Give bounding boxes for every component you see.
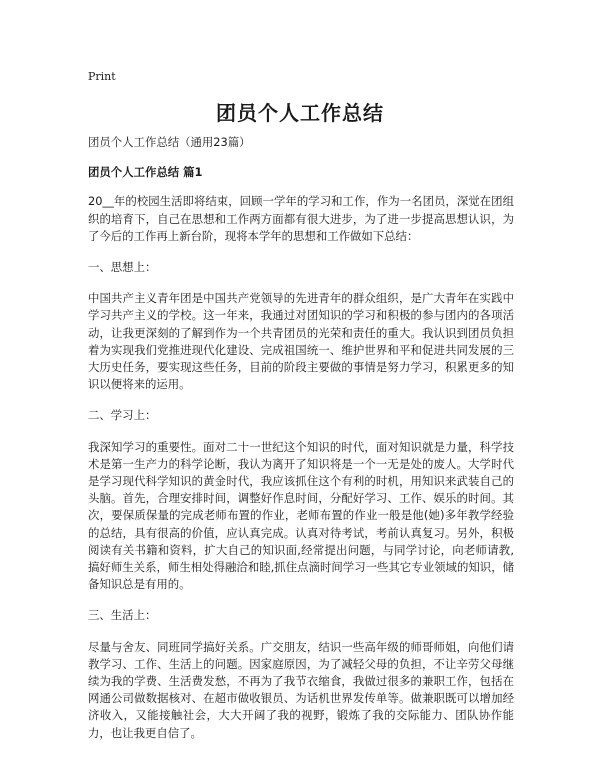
- intro-paragraph: 20__年的校园生活即将结束，回顾一学年的学习和工作，作为一名团员，深觉在团组织的培育下，自己在思想和工作两方面都有很大进步，为了进一步提高思想认识，为了今后的工作再上新台阶，现将本学年的思想和工作做如下总结：: [88, 194, 514, 243]
- paragraph-thought: 中国共产主义青年团是中国共产党领导的先进青年的群众组织，是广大青年在实践中学习共产主义的学校。这一年来，我通过对团知识的学习和积极的参与团内的各项活动，让我更深刻的了解到作为一个共青团员的光荣和责任的重大。我认识到团员负担着为实现我们党推进现代化建设、完成祖国统一、维护世界和平和促进共同发展的三大历史任务，要实现这些任务，目前的阶段主要做的事情是努力学习，积累更多的知识以便将来的运用。: [88, 291, 514, 392]
- heading-study: 二、学习上：: [88, 408, 157, 423]
- heading-life: 三、生活上：: [88, 608, 157, 623]
- heading-thought: 一、思想上：: [88, 260, 157, 275]
- print-link[interactable]: Print: [88, 70, 116, 83]
- document-body: [88, 134, 514, 756]
- paragraph-life: 尽量与舍友、同班同学搞好关系。广交朋友，结识一些高年级的师哥师姐，向他们请教学习、工作、生活上的问题。因家庭原因，为了减轻父母的负担，不让辛劳父母继续为我的学费、生活费发愁，不再为了我节衣缩食，我做过很多的兼职工作，包括在网通公司做数据核对、在超市做收银员、为话机世界发传单等。做兼职既可以增加经济收入，又能接触社会，大大开阔了我的视野，锻炼了我的交际能力、团队协作能力，也让我更自信了。: [88, 639, 514, 740]
- document-title: 团员个人工作总结: [216, 101, 384, 125]
- section-heading: 团员个人工作总结 篇1: [88, 165, 203, 180]
- document-subtitle: 团员个人工作总结（通用23篇）: [88, 135, 251, 149]
- paragraph-study: 我深知学习的重要性。面对二十一世纪这个知识的时代，面对知识就是力量，科学技术是第一生产力的科学论断，我认为离开了知识将是一个一无是处的废人。大学时代是学习现代科学知识的黄金时代，我应该抓住这个有利的时机，用知识来武装自己的头脑。首先，合理安排时间，调整好作息时间，分配好学习、工作、娱乐的时间。其次，要保质保量的完成老师布置的作业，老师布置的作业一般是他(她)多年教学经验的总结，具有很高的价值，应认真完成。认真对待考试，考前认真复习。另外，积极阅读有关书籍和资料，扩大自己的知识面,经常提出问题，与同学讨论，向老师请教,搞好师生关系，师生相处得融洽和睦,抓住点滴时间学习一些其它专业领域的知识，储备知识总是有用的。: [88, 439, 514, 592]
